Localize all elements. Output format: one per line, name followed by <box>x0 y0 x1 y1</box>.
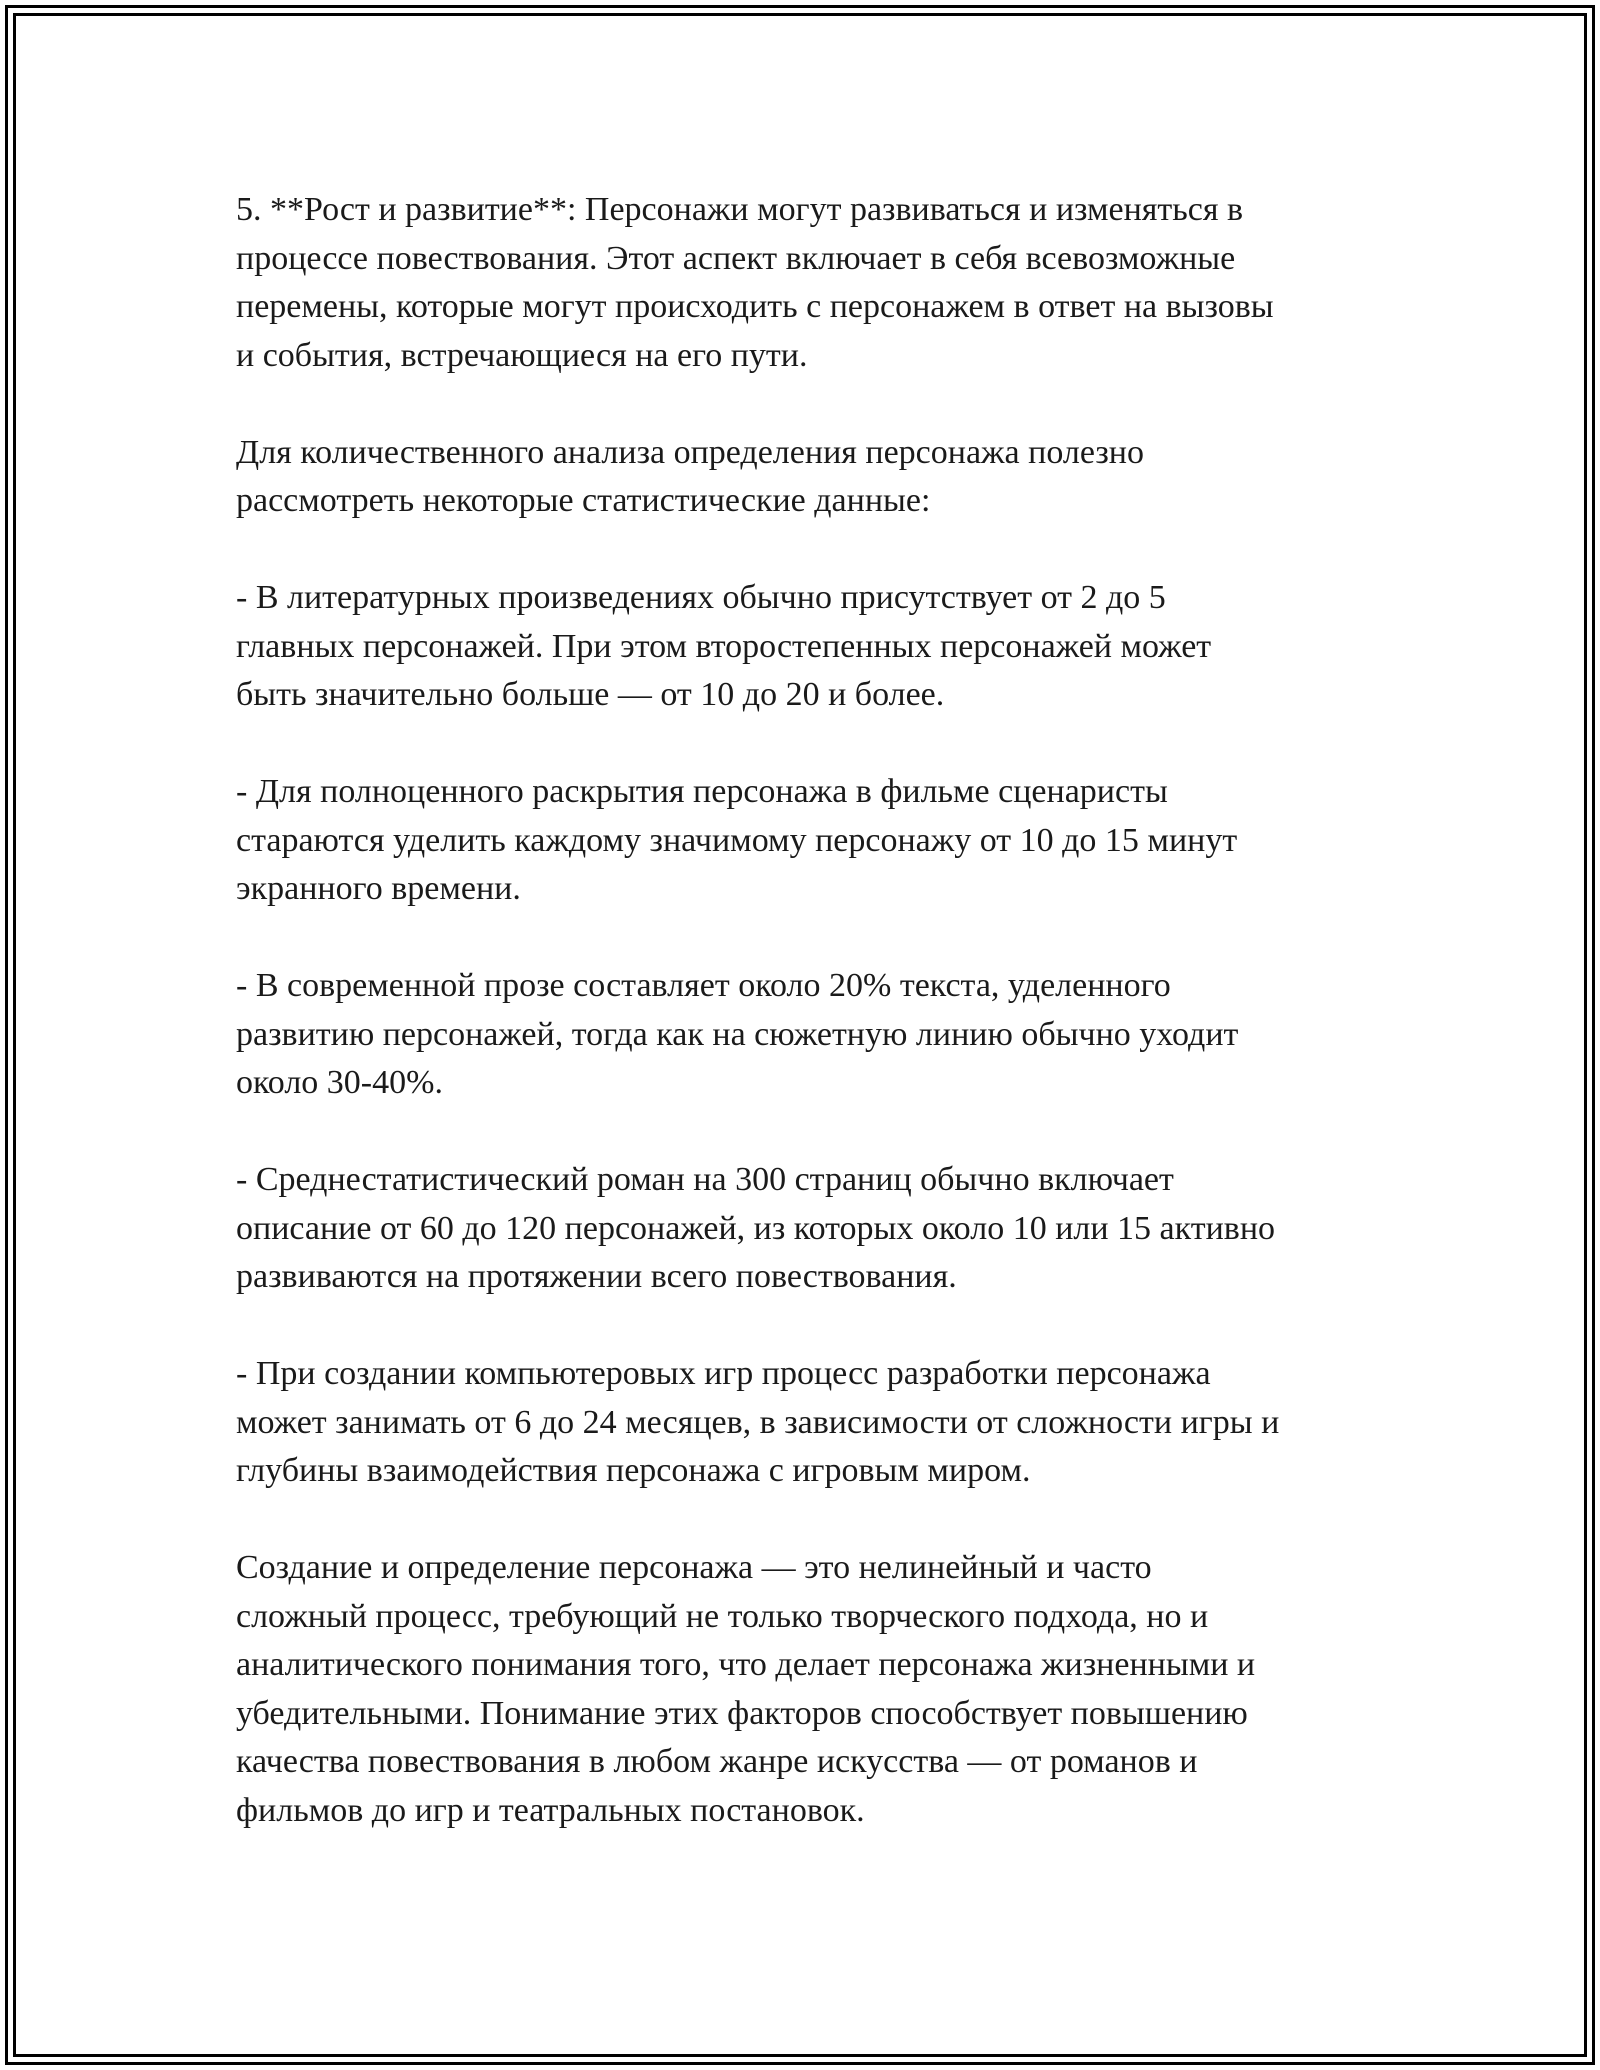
paragraph-growth-development: 5. **Рост и развитие**: Персонажи могут развиваться и изменяться в процессе повествования. Этот аспект включает в себя всевозможные перемены, которые могут происходить с персонажем в ответ на вызовы и события, встречающиеся на его пути. <box>236 191 1274 374</box>
list-item-literature: - В литературных произведениях обычно присутствует от 2 до 5 главных персонажей. При этом второстепенных персонажей может быть значительно больше — от 10 до 20 и более. <box>236 579 1212 713</box>
paragraph-statistics-intro: Для количественного анализа определения персонажа полезно рассмотреть некоторые статистические данные: <box>236 433 1144 519</box>
paragraph-conclusion: Создание и определение персонажа — это нелинейный и часто сложный процесс, требующий не только творческого подхода, но и аналитического понимания того, что делает персонажа жизненными и убедительными. Понимание этих факторов способствует повышению качества повествования в любом жанре искусства — от романов и фильмов до игр и театральных постановок. <box>236 1549 1256 1829</box>
document-body <box>236 186 1386 1835</box>
list-item-novel: - Среднестатистический роман на 300 страниц обычно включает описание от 60 до 120 персонажей, из которых около 10 или 15 активно развиваются на протяжении всего повествования. <box>236 1161 1276 1295</box>
list-item-prose: - В современной прозе составляет около 20% текста, уделенного развитию персонажей, тогда как на сюжетную линию обычно уходит около 30-40%. <box>236 967 1239 1101</box>
list-item-film: - Для полноценного раскрытия персонажа в фильме сценаристы стараются уделить каждому значимому персонажу от 10 до 15 минут экранного времени. <box>236 773 1238 907</box>
list-item-games: - При создании компьютеровых игр процесс разработки персонажа может занимать от 6 до 24 месяцев, в зависимости от сложности игры и глубины взаимодействия персонажа с игровым миром. <box>236 1355 1280 1489</box>
